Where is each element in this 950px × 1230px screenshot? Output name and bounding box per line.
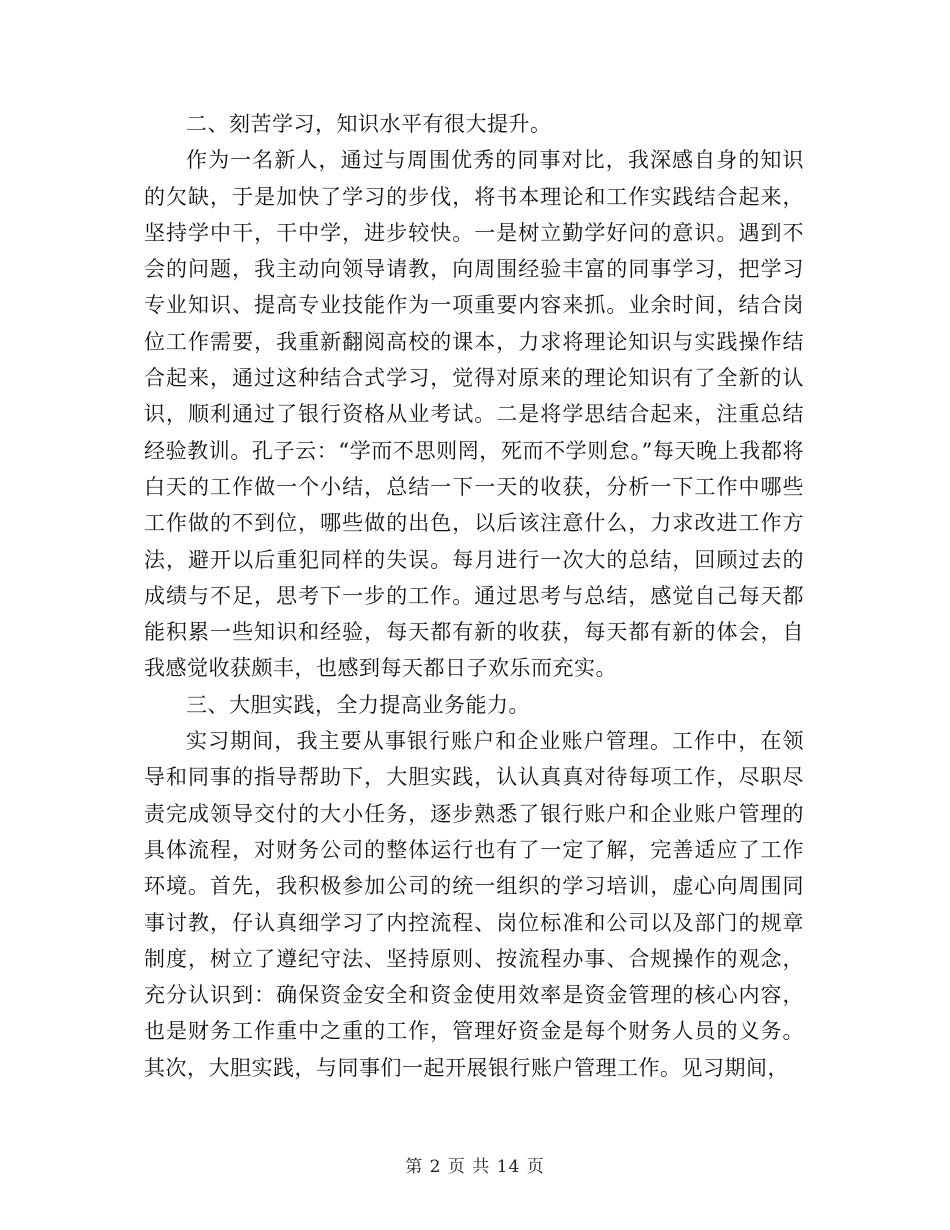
- page-footer: 第 2 页 共 14 页: [405, 1157, 545, 1177]
- section-heading-3: 三、大胆实践，全力提高业务能力。: [186, 692, 530, 717]
- section-heading-2: 二、刻苦学习，知识水平有很大提升。: [186, 112, 552, 136]
- body-paragraph: 作为一名新人，通过与周围优秀的同事对比，我深感自身的知识的欠缺，于是加快了学习的步伐，将书本理论和工作实践结合起来，坚持学中干，干中学，进步较快。一是树立勤学好问的意识。遇到不会的问题，我主动向领导请教，向周围经验丰富的同事学习，把学习专业知识、提高专业技能作为一项重要内容来抓。业余时间，结合岗位工作需要，我重新翻阅高校的课本，力求将理论知识与实践操作结合起来，通过这种结合式学习，觉得对原来的理论知识有了全新的认识，顺利通过了银行资格从业考试。二是将学思结合起来，注重总结经验教训。孔子云：“学而不思则罔，死而不学则怠。”每天晚上我都将白天的工作做一个小结，总结一下一天的收获，分析一下工作中哪些工作做的不到位，哪些做的出色，以后该注意什么，力求改进工作方法，避开以后重犯同样的失误。每月进行一次大的总结，回顾过去的成绩与不足，思考下一步的工作。通过思考与总结，感觉自己每天都能积累一些知识和经验，每天都有新的收获，每天都有新的体会，自我感觉收获颇丰，也感到每天都日子欢乐而充实。: [144, 148, 804, 681]
- body-paragraph: 实习期间，我主要从事银行账户和企业账户管理。工作中，在领导和同事的指导帮助下，大胆实践，认认真真对待每项工作，尽职尽责完成领导交付的大小任务，逐步熟悉了银行账户和企业账户管理的具体流程，对财务公司的整体运行也有了一定了解，完善适应了工作环境。首先，我积极参加公司的统一组织的学习培训，虚心向周围同事讨教，仔认真细学习了内控流程、岗位标准和公司以及部门的规章制度，树立了遵纪守法、坚持原则、按流程办事、合规操作的观念，充分认识到：确保资金安全和资金使用效率是资金管理的核心内容，也是财务工作重中之重的工作，管理好资金是每个财务人员的义务。其次，大胆实践，与同事们一起开展银行账户管理工作。见习期间，: [144, 729, 804, 1080]
- document-body: [144, 106, 804, 1086]
